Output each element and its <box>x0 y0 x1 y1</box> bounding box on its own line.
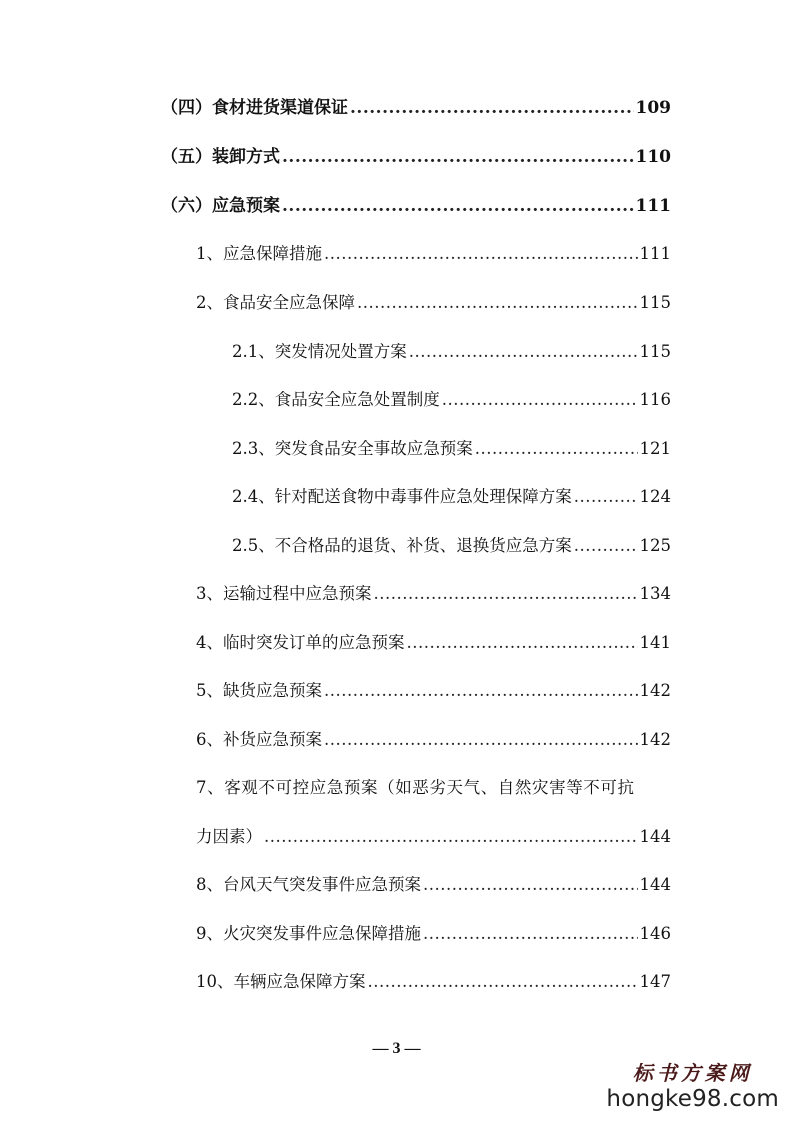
dot-leader <box>475 438 638 460</box>
toc-entry[interactable] <box>232 389 671 411</box>
toc-entry-label: （六）应急预案 <box>161 196 280 216</box>
dot-leader <box>409 341 638 363</box>
toc-entry[interactable] <box>232 341 671 363</box>
toc-entry[interactable] <box>196 292 671 314</box>
toc-entry-label: 2.5、不合格品的退货、补货、退换货应急方案 <box>232 536 572 555</box>
toc-entry-page: 121 <box>639 439 671 458</box>
dot-leader <box>357 292 638 314</box>
dot-leader <box>423 874 638 896</box>
toc-entry-wrapped-line[interactable]: 7、客观不可控应急预案（如恶劣天气、自然灾害等不可抗 <box>196 778 635 797</box>
toc-entry[interactable] <box>161 195 671 217</box>
toc-entry-page: 115 <box>639 293 671 312</box>
toc-entry-page: 134 <box>639 584 671 603</box>
toc-entry-label: （五）装卸方式 <box>161 147 280 167</box>
dot-leader <box>264 826 638 848</box>
toc-entry[interactable] <box>196 923 671 945</box>
toc-entry-label: 1、应急保障措施 <box>196 244 322 263</box>
toc-entry-page: 109 <box>635 98 671 118</box>
watermark <box>606 1057 779 1112</box>
toc-entry[interactable] <box>161 146 671 168</box>
toc-entry-label: 3、运输过程中应急预案 <box>196 584 372 603</box>
toc-entry-label: 2.2、食品安全应急处置制度 <box>232 390 440 409</box>
toc-entry[interactable] <box>196 583 671 605</box>
toc-entry-page: 116 <box>639 390 671 409</box>
toc-entry-page: 111 <box>635 196 671 216</box>
toc-entry[interactable] <box>196 632 671 654</box>
toc-entry-page: 141 <box>639 633 671 652</box>
toc-entry-label: 9、火灾突发事件应急保障措施 <box>196 924 421 943</box>
toc-entry-label: 2.4、针对配送食物中毒事件应急处理保障方案 <box>232 487 572 506</box>
toc-entry-label: 力因素） <box>196 827 262 846</box>
toc-entry-label: 10、车辆应急保障方案 <box>196 972 366 991</box>
toc-entry-label: （四）食材进货渠道保证 <box>161 98 348 118</box>
toc-entry[interactable] <box>196 243 671 265</box>
toc-entry-label: 6、补货应急预案 <box>196 730 322 749</box>
dot-leader <box>407 632 638 654</box>
toc-entry[interactable] <box>232 486 671 508</box>
dot-leader <box>350 97 634 119</box>
toc-entry-page: 124 <box>639 487 671 506</box>
toc-entry-label: 2.1、突发情况处置方案 <box>232 342 407 361</box>
toc-entry[interactable] <box>196 680 671 702</box>
toc-entry[interactable] <box>161 97 671 119</box>
dot-leader <box>574 535 638 557</box>
toc-entry-page: 142 <box>639 730 671 749</box>
toc-entry[interactable] <box>232 535 671 557</box>
toc-entry-page: 144 <box>639 875 671 894</box>
dot-leader <box>368 971 638 993</box>
toc-entry-page: 110 <box>635 147 671 167</box>
toc-entry[interactable] <box>232 438 671 460</box>
watermark-url: hongke98.com <box>606 1086 779 1112</box>
toc-entry-label: 8、台风天气突发事件应急预案 <box>196 875 421 894</box>
dot-leader <box>374 583 638 605</box>
toc-entry-label: 5、缺货应急预案 <box>196 681 322 700</box>
dot-leader <box>324 729 638 751</box>
toc-entry-page: 125 <box>639 536 671 555</box>
dot-leader <box>282 146 634 168</box>
dot-leader <box>324 243 638 265</box>
dot-leader <box>282 195 634 217</box>
toc-entry-page: 144 <box>639 827 671 846</box>
toc-entry-label: 2.3、突发食品安全事故应急预案 <box>232 439 473 458</box>
page-number: — 3 — <box>372 1040 421 1057</box>
dot-leader <box>423 923 638 945</box>
toc-entry-label: 4、临时突发订单的应急预案 <box>196 633 405 652</box>
toc-entry[interactable] <box>196 826 671 848</box>
toc-entry[interactable] <box>196 971 671 993</box>
toc-entry-page: 142 <box>639 681 671 700</box>
toc-entry-page: 147 <box>639 972 671 991</box>
toc-entry[interactable] <box>196 874 671 896</box>
dot-leader <box>574 486 638 508</box>
toc-entry-page: 115 <box>639 342 671 361</box>
dot-leader <box>324 680 638 702</box>
toc-entry[interactable] <box>196 729 671 751</box>
toc-entry-page: 111 <box>639 244 671 263</box>
dot-leader <box>442 389 638 411</box>
watermark-title: 标书方案网 <box>632 1061 753 1085</box>
toc-entry-page: 146 <box>639 924 671 943</box>
toc-entry-label: 2、食品安全应急保障 <box>196 293 355 312</box>
